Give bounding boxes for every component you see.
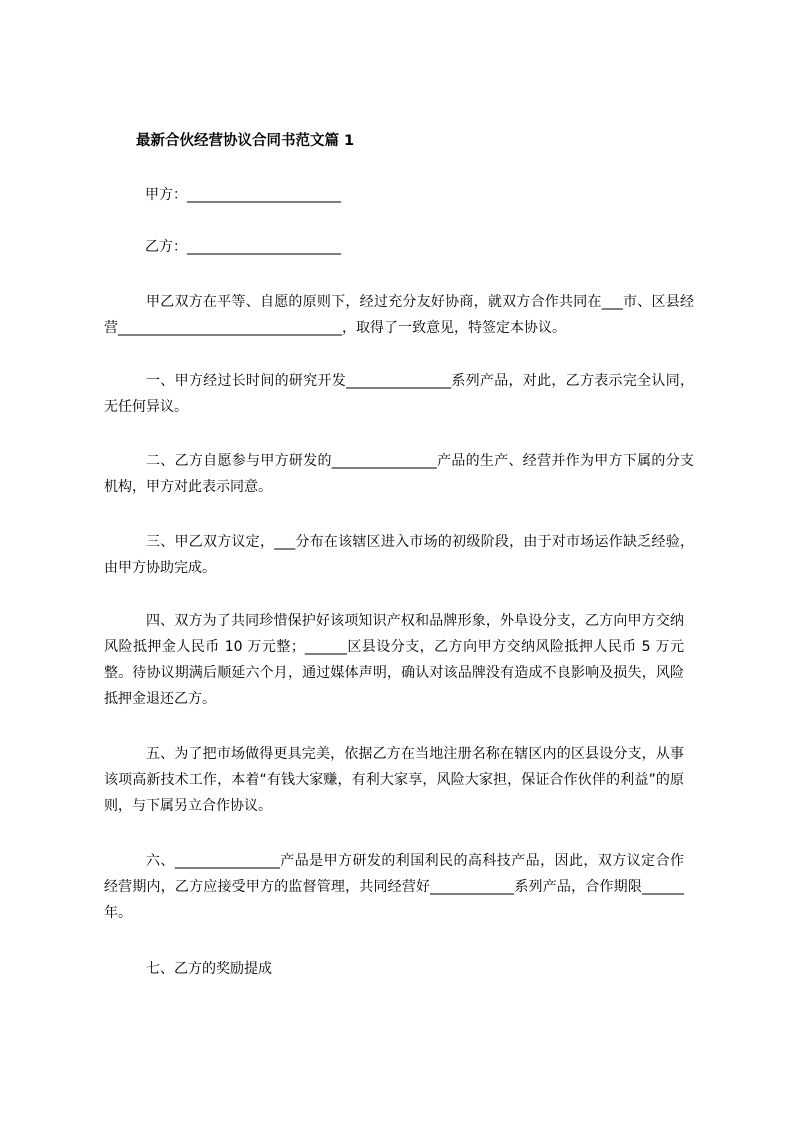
paragraph-intro: 甲乙双方在平等、自愿的原则下，经过充分友好协商，就双方合作共同在___市、区县经营________________________________，取得了一致意见，特签定本协议。 (104, 294, 694, 336)
paragraph-clause-5: 五、为了把市场做得更具完美，依据乙方在当地注册名称在辖区内的区县设分支，从事该项高新技术工作，本着“有钱大家赚，有利大家享，风险大家担，保证合作伙伴的利益”的原则，与下属另立合作协议。 (104, 746, 684, 814)
paragraph-clause-6: 六、_______________产品是甲方研发的利国利民的高科技产品，因此，双方议定合作经营期内，乙方应接受甲方的监督管理，共同经营好____________系列产品，合作期限______年。 (104, 853, 684, 921)
document-title: 最新合伙经营协议合同书范文篇 1 (136, 133, 355, 149)
party-a-line: 甲方：______________________ (145, 187, 341, 203)
paragraph-clause-3: 三、甲乙双方议定，___分布在该辖区进入市场的初级阶段，由于对市场运作缺乏经验，由甲方协助完成。 (104, 534, 694, 576)
paragraph-clause-7-heading: 七、乙方的奖励提成 (146, 961, 272, 977)
party-b-line: 乙方：______________________ (145, 239, 341, 255)
paragraph-clause-2: 二、乙方自愿参与甲方研发的_______________产品的生产、经营并作为甲方下属的分支机构，甲方对此表示同意。 (104, 453, 694, 495)
paragraph-clause-4: 四、双方为了共同珍惜保护好该项知识产权和品牌形象，外阜设分支，乙方向甲方交纳风险抵押金人民币 10 万元整；______区县设分支，乙方向甲方交纳风险抵押人民币 5 万元整。待协议期满后顺延六个月，通过媒体声明，确认对该品牌没有造成不良影响及损失，风险抵押金退还乙方。 (104, 613, 684, 707)
paragraph-clause-1: 一、甲方经过长时间的研究开发_______________系列产品，对此，乙方表示完全认同，无任何异议。 (104, 373, 694, 415)
